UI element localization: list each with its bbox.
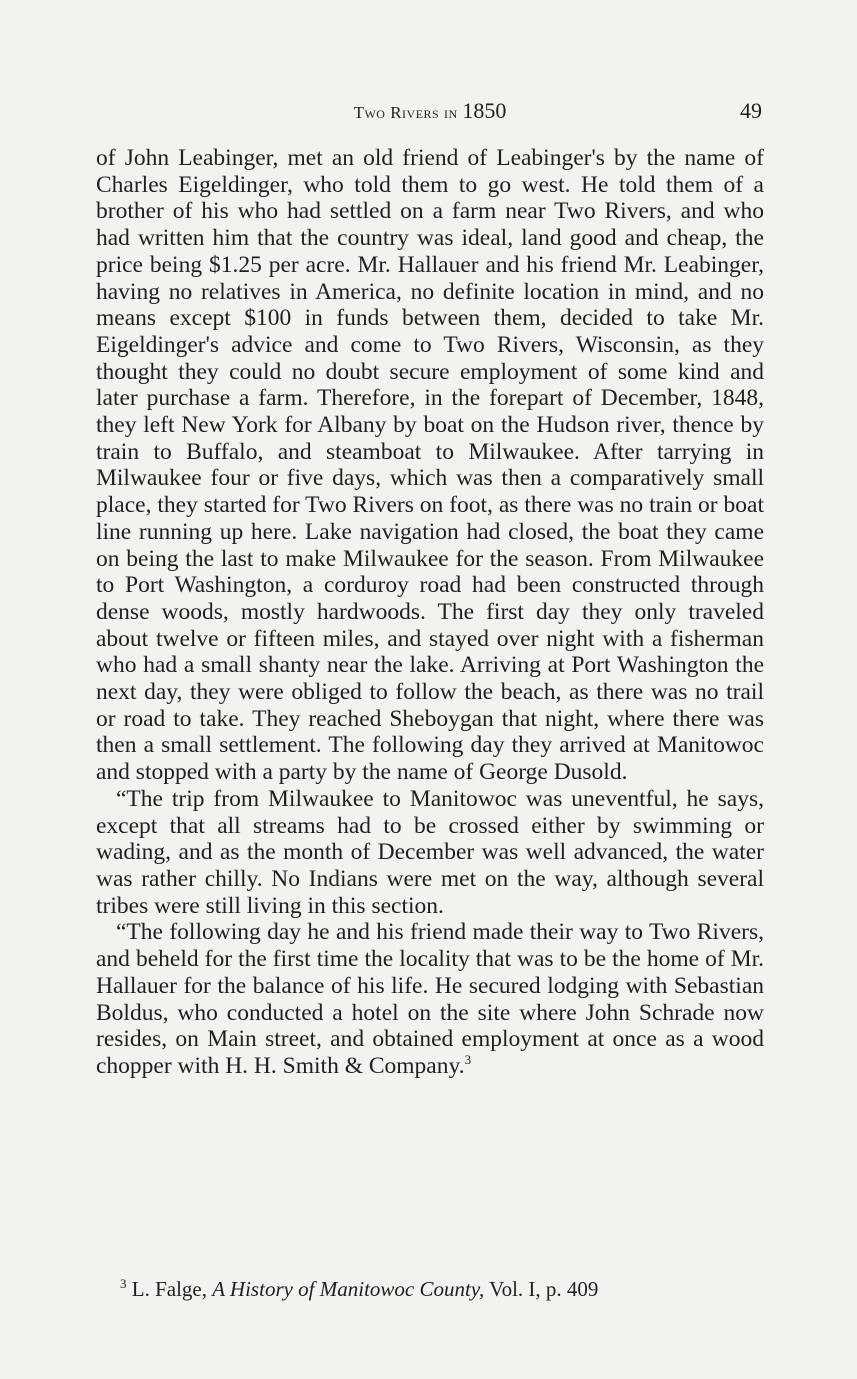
body-text [96, 145, 764, 1080]
footnote-author: L. Falge, [131, 1277, 207, 1301]
running-head-year: 1850 [462, 98, 507, 123]
running-head-title: Two Rivers in [353, 103, 458, 122]
footnote-reference: 3 [464, 1051, 472, 1067]
paragraph-2: “The trip from Milwaukee to Manitowoc was uneventful, he says, except that all streams had to be crossed either by swimming or wading, and as the month of December was well advanced, the water was rather chilly. No Indians were met on the way, although several tribes were still living in this section. [96, 785, 764, 919]
page-number: 49 [740, 98, 762, 123]
paragraph-3-text: “The following day he and his friend made their way to Two Rivers, and beheld for the first time the locality that was to be the home of Mr. Hallauer for the balance of his life. He secured lodging with Sebastian Boldus, who conducted a hotel on the site where John Schrade now resides, on Main street, and obtained employment at once as a wood chopper with H. H. Smith & Company. [96, 919, 764, 1079]
page-header [96, 95, 764, 127]
footnote [120, 1276, 760, 1302]
footnote-citation: Vol. I, p. 409 [489, 1277, 599, 1301]
footnote-marker: 3 [120, 1276, 127, 1291]
footnote-title: A History of Manitowoc County, [212, 1277, 485, 1301]
running-head [96, 95, 764, 129]
paragraph-1: of John Leabinger, met an old friend of Leabinger's by the name of Charles Eigeldinger, who told them to go west. He told them of a brother of his who had settled on a farm near Two Rivers, and who had written him that the country was ideal, land good and cheap, the price being $1.25 per acre. Mr. Hallauer and his friend Mr. Leabinger, having no relatives in America, no definite location in mind, and no means except $100 in funds between them, decided to take Mr. Eigeldinger's advice and come to Two Rivers, Wisconsin, as they thought they could no doubt secure employment of some kind and later purchase a farm. Therefore, in the forepart of December, 1848, they left New York for Albany by boat on the Hudson river, thence by train to Buffalo, and steamboat to Milwaukee. After tarrying in Milwaukee four or five days, which was then a comparatively small place, they started for Two Rivers on foot, as there was no train or boat line running up here. Lake navigation had closed, the boat they came on being the last to make Milwaukee for the season. From Milwaukee to Port Washington, a corduroy road had been constructed through dense woods, mostly hardwoods. The first day they only traveled about twelve or fifteen miles, and stayed over night with a fisherman who had a small shanty near the lake. Arriving at Port Washington the next day, they were obliged to follow the beach, as there was no trail or road to take. They reached Sheboygan that night, where there was then a small settlement. The following day they arrived at Manitowoc and stopped with a party by the name of George Dusold. [96, 145, 764, 786]
paragraph-3 [96, 919, 764, 1079]
